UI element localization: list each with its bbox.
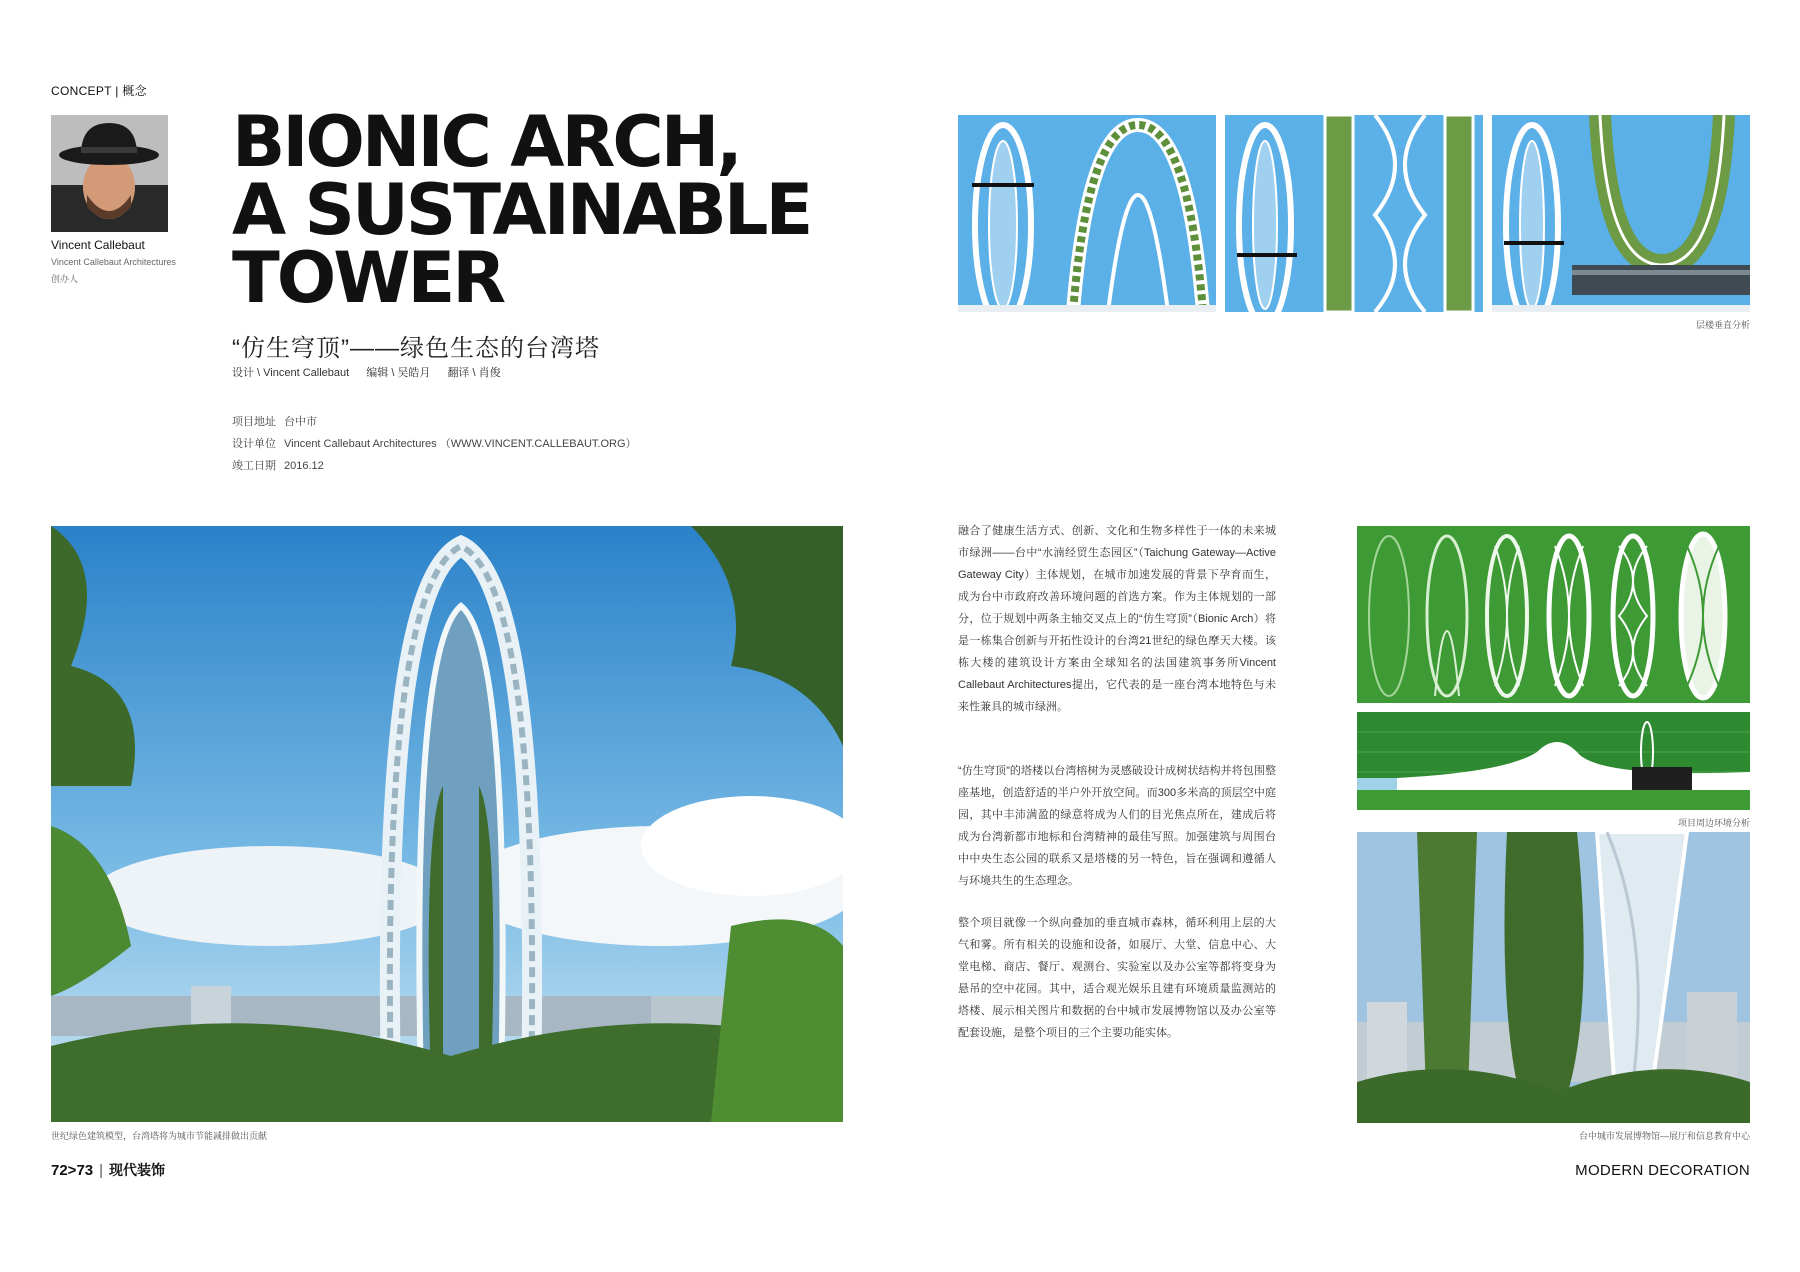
credit-design: 设计 \ Vincent Callebaut [232,367,350,379]
body-paragraph-1: 融合了健康生活方式、创新、文化和生物多样性于一体的未来城市绿洲——台中“水湳经贸生态园区”（Taichung Gateway—Active Gateway City）主体规划，在城市加速发展的背景下孕育而生，成为台中市政府改善环境问题的首选方案。作为主体规划的一部分，位于规划中两条主轴交叉点上的“仿生穹顶”（Bionic Arch）将是一栋集合创新与开拓性设计的台湾21世纪的绿色摩天大楼。该栋大楼的建筑设计方案由全球知名的法国建筑事务所Vincent Callebaut Architectures提出，它代表的是一座台湾本地特色与未来性兼具的城市绿洲。 [958,525,1276,713]
page-folio [51,1160,165,1180]
article-subtitle: “仿生穹顶”——绿色生态的台湾塔 [232,335,600,362]
info-label: 竣工日期 [232,460,276,472]
info-label: 设计单位 [232,438,276,450]
body-paragraph-3: 整个项目就像一个纵向叠加的垂直城市森林，循环利用上层的大气和雾。所有相关的设施和设备，如展厅、大堂、信息中心、大堂电梯、商店、餐厅、观测台、实验室以及办公室等都将变身为悬吊的空中花园。其中，适合观光娱乐且建有环境质量监测站的塔楼、展示相关图片和数据的台中城市发展博物馆以及办公室等配套设施，是整个项目的三个主要功能实体。 [958,917,1276,1039]
info-location [232,413,317,429]
info-value: 台中市 [284,416,317,428]
credit-editor: 编辑 \ 吴皓月 [366,367,431,379]
page-numbers: 72>73 [51,1162,94,1179]
title-line-3: TOWER [232,237,504,319]
article-credits [232,364,515,380]
title-line-2: A SUSTAINABLE [232,169,811,251]
footer-divider: | [99,1162,104,1179]
info-completion [232,457,324,473]
section-label-en: CONCEPT [51,84,112,98]
tower-evolution-diagram [1357,526,1750,703]
elevation-drawing-2 [1225,115,1483,312]
info-value: Vincent Callebaut Architectures （WWW.VINCENT.CALLEBAUT.ORG） [284,438,637,450]
caption-elevation: 层楼垂直分析 [1695,320,1750,330]
author-name: Vincent Callebaut [51,238,145,252]
title-line-1: BIONIC ARCH, [232,101,740,183]
tower-base-rendering [1357,832,1750,1123]
body-paragraph-2: “仿生穹顶”的塔楼以台湾榕树为灵感破设计成树状结构并将包围整座基地，创造舒适的半户外开放空间。而300多米高的顶层空中庭园，其中丰沛满盈的绿意将成为人们的目光焦点所在，建成后将成为台湾新都市地标和台湾精神的最佳写照。加强建筑与周围台中中央生态公园的联系又是塔楼的另一特色，旨在强调和遵循人与环境共生的生态理念。 [958,765,1276,887]
caption-environment: 项目周边环境分析 [1677,818,1750,828]
hero-rendering [51,526,843,1122]
section-label [51,82,147,99]
magazine-brand: MODERN DECORATION [1575,1162,1750,1179]
info-designer [232,435,637,451]
caption-hero: 世纪绿色建筑模型，台湾塔将为城市节能减排做出贡献 [51,1131,268,1141]
site-section-diagram [1357,712,1750,810]
magazine-name: 现代装饰 [109,1162,166,1178]
author-role: 创办人 [51,274,79,284]
elevation-drawing-3 [1492,115,1750,312]
author-portrait [51,115,168,232]
section-label-cn: 概念 [122,84,147,98]
author-firm: Vincent Callebaut Architectures [51,257,176,267]
credit-translator: 翻译 \ 肖俊 [447,367,501,379]
section-divider: | [115,84,119,98]
article-title [232,101,811,319]
info-value: 2016.12 [284,460,324,472]
caption-museum: 台中城市发展博物馆—展厅和信息教育中心 [1578,1131,1750,1141]
info-label: 项目地址 [232,416,276,428]
elevation-drawing-1 [958,115,1216,312]
